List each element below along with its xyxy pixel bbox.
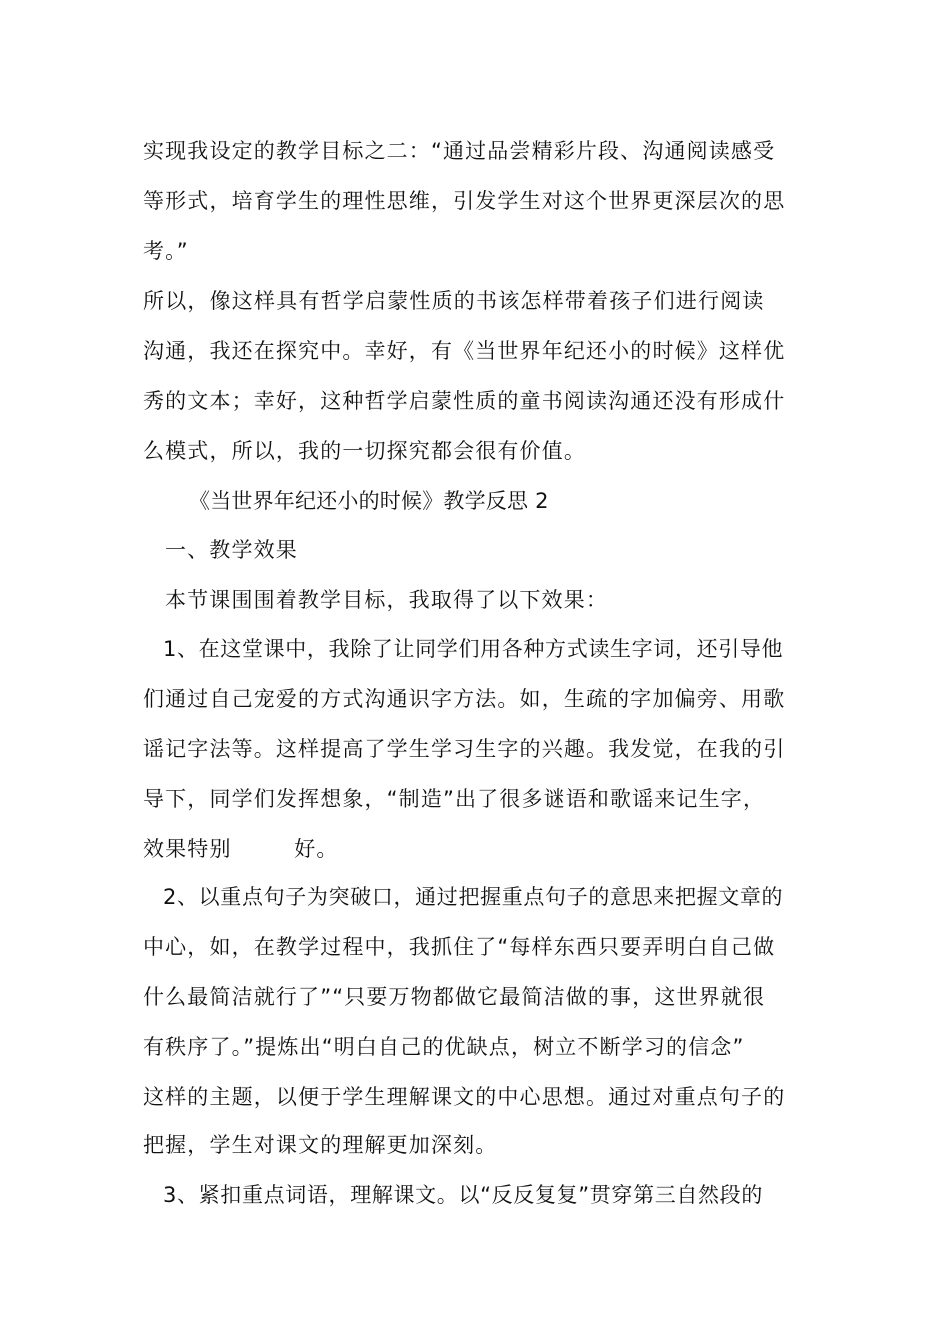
section-heading: 《当世界年纪还小的时候》教学反思 2 — [189, 489, 549, 513]
text-line: 3、紧扣重点词语，理解课文。以“反反复复”贯穿第三自然段的 — [163, 1183, 763, 1207]
text-line: 什么最简洁就行了”“只要万物都做它最简洁做的事，这世界就很 — [143, 985, 766, 1009]
text-line: 中心，如，在教学过程中，我抓住了“每样东西只要弄明白自己做 — [143, 935, 776, 959]
text-line: 导下，同学们发挥想象，“制造”出了很多谜语和歌谣来记生字， — [143, 787, 766, 811]
text-line: 么模式，所以，我的一切探究都会很有价值。 — [143, 439, 586, 463]
text-line: 1、在这堂课中，我除了让同学们用各种方式读生字词，还引导他 — [163, 637, 784, 661]
text-line: 效果特别 好。 — [143, 837, 339, 861]
text-line: 们通过自己宠爱的方式沟通识字方法。如，生疏的字加偏旁、用歌 — [143, 687, 786, 711]
text-line: 2、以重点句子为突破口，通过把握重点句子的意思来把握文章的 — [163, 885, 784, 909]
text-line: 把握，学生对课文的理解更加深刻。 — [143, 1133, 498, 1157]
text-line: 有秩序了。”提炼出“明白自己的优缺点，树立不断学习的信念” — [143, 1035, 745, 1059]
text-line: 本节课围围着教学目标，我取得了以下效果： — [165, 588, 608, 612]
text-line: 谣记字法等。这样提高了学生学习生字的兴趣。我发觉，在我的引 — [143, 737, 786, 761]
text-line: 沟通，我还在探究中。幸好，有《当世界年纪还小的时候》这样优 — [143, 339, 786, 363]
subheading: 一、教学效果 — [165, 538, 298, 562]
text-line: 所以，像这样具有哲学启蒙性质的书该怎样带着孩子们进行阅读 — [143, 289, 765, 313]
text-line: 秀的文本；幸好，这种哲学启蒙性质的童书阅读沟通还没有形成什 — [143, 389, 786, 413]
text-line: 这样的主题，以便于学生理解课文的中心思想。通过对重点句子的 — [143, 1085, 786, 1109]
text-line: 考。” — [143, 239, 189, 263]
text-line: 实现我设定的教学目标之二：“通过品尝精彩片段、沟通阅读感受 — [143, 139, 776, 163]
text-line: 等形式，培育学生的理性思维，引发学生对这个世界更深层次的思 — [143, 189, 786, 213]
